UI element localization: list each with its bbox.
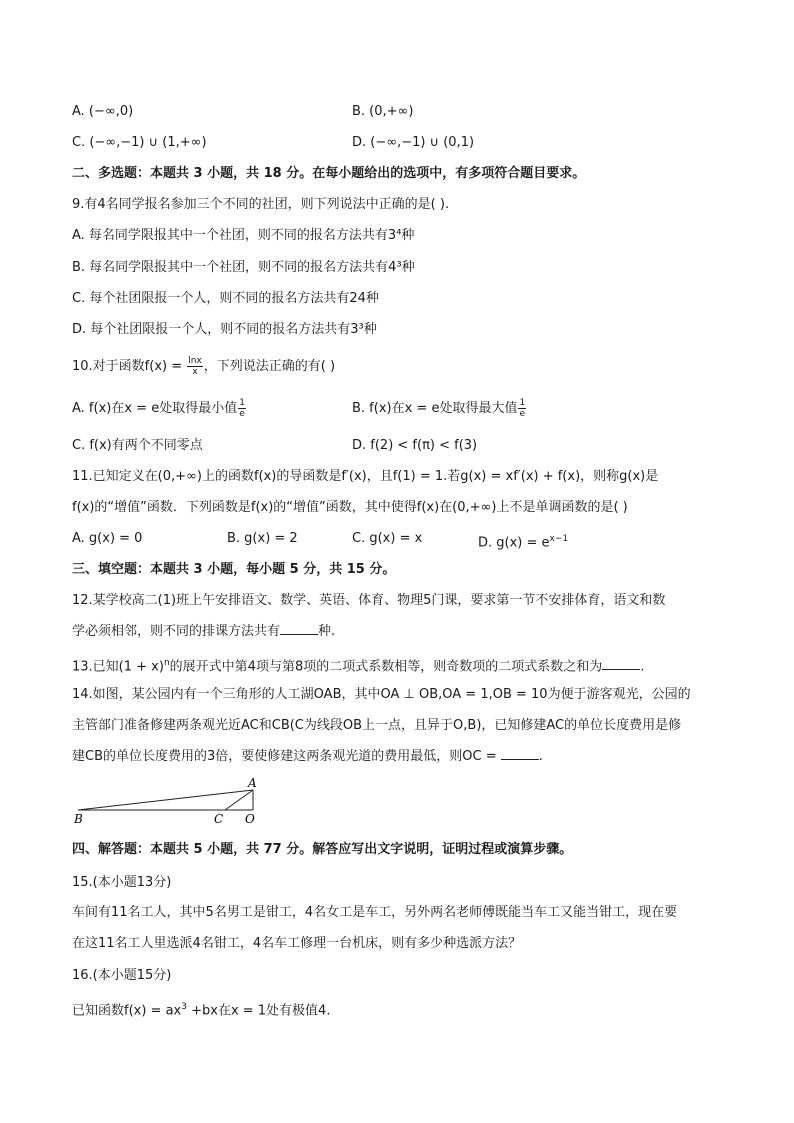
q11-option-c: C. g(x) = x [352, 531, 423, 546]
q16-line [72, 997, 330, 1021]
q14-line-2: 主管部门准备修建两条观光近AC和CB(C为线段OB上一点，且异于O,B)，已知修建AC的单位长度费用是修 [72, 718, 682, 733]
q10-stem-suffix: ，下列说法正确的有( ) [203, 359, 336, 374]
q10-stem-prefix: 10.对于函数f(x) = [72, 359, 187, 374]
q10-option-a [72, 398, 247, 419]
q11-option-b: B. g(x) = 2 [227, 531, 298, 546]
q14-line-3-text: 建CB的单位长度费用的3倍，要使修建这两条观光道的费用最低，则OC = [72, 749, 501, 764]
q9-option-a: A. 每名同学限报其中一个社团，则不同的报名方法共有3⁴种 [72, 228, 415, 243]
q10-option-d: D. f(2) < f(π) < f(3) [352, 438, 478, 453]
section-solution-heading: 四、解答题：本题共 5 小题，共 77 分。解答应写出文字说明，证明过程或演算步骤。 [72, 842, 573, 857]
fraction-numerator: 1 [519, 398, 526, 408]
q12-answer-blank[interactable] [280, 622, 318, 635]
q12-line-2 [72, 622, 335, 642]
q14-line-3 [72, 747, 543, 767]
q10-option-a-text: A. f(x)在x = e处取得最小值 [72, 401, 238, 416]
q14-line-3-suffix: . [538, 749, 543, 764]
q11-option-d-text: D. g(x) = e [478, 535, 550, 551]
q13-prefix: 13.已知(1 + x) [72, 659, 164, 675]
q13-line [72, 653, 644, 677]
q15-line-2: 在这11名工人里选派4名钳工，4名车工修理一台机床，则有多少种选派方法？ [72, 936, 522, 951]
q8-option-c: C. (−∞,−1) ∪ (1,+∞) [72, 135, 207, 150]
q9-option-c: C. 每个社团限报一个人，则不同的报名方法共有24种 [72, 291, 379, 306]
q9-option-b: B. 每名同学限报其中一个社团，则不同的报名方法共有4³种 [72, 260, 415, 275]
q15-heading: 15.(本小题13分) [72, 875, 172, 890]
q13-exponent: n [163, 658, 170, 668]
q16-heading: 16.(本小题15分) [72, 968, 172, 983]
q9-stem: 9.有4名同学报名参加三个不同的社团，则下列说法中正确的是( ). [72, 197, 450, 212]
label-o: O [245, 812, 255, 826]
fraction-denominator: e [239, 409, 245, 419]
q10-stem [72, 356, 335, 377]
q10-option-c: C. f(x)有两个不同零点 [72, 438, 203, 453]
q13-middle: 的展开式中第4项与第8项的二项式系数相等，则奇数项的二项式系数之和为 [169, 659, 603, 675]
q11-line-1: 11.已知定义在(0,+∞)上的函数f(x)的导函数是f′(x)，且f(1) = 1.若g(x) = xf′(x) + f(x)，则称g(x)是 [72, 469, 659, 484]
q11-line-2: f(x)的“增值”函数．下列函数是f(x)的“增值”函数，其中使得f(x)在(0,+∞)上不是单调函数的是( ) [72, 500, 628, 515]
q13-answer-blank[interactable] [602, 657, 640, 670]
fraction-numerator: 1 [239, 398, 245, 408]
q14-answer-blank[interactable] [501, 747, 539, 760]
section-fill-in-heading: 三、填空题：本题共 3 小题，每小题 5 分，共 15 分。 [72, 562, 396, 577]
q8-option-b: B. (0,+∞) [352, 104, 414, 119]
q10-fraction-denominator: x [192, 367, 198, 377]
q16-suffix: +bx在x = 1处有极值4. [186, 1003, 331, 1019]
q10-fraction-numerator: lnx [188, 356, 202, 366]
label-c: C [214, 812, 224, 826]
q10-option-b [352, 398, 527, 419]
segment-ab [78, 790, 253, 810]
q8-option-d: D. (−∞,−1) ∪ (0,1) [352, 135, 475, 150]
q12-line-2-suffix: 种. [318, 624, 336, 639]
q13-suffix: . [640, 659, 645, 675]
label-a: A [248, 776, 257, 790]
q16-exponent: 3 [181, 1002, 187, 1012]
q10-option-b-text: B. f(x)在x = e处取得最大值 [352, 401, 518, 416]
q8-option-a: A. (−∞,0) [72, 104, 134, 119]
triangle-lake-figure [70, 776, 270, 826]
fraction-denominator: e [519, 409, 526, 419]
q15-line-1: 车间有11名工人，其中5名男工是钳工，4名女工是车工，另外两名老师傅既能当车工又能当钳工，现在要 [72, 905, 678, 920]
q11-option-a: A. g(x) = 0 [72, 531, 143, 546]
label-b: B [74, 812, 83, 826]
q12-line-2-text: 学必须相邻，则不同的排课方法共有 [72, 624, 281, 639]
section-multiple-choice-heading: 二、多选题：本题共 3 小题，共 18 分。在每小题给出的选项中，有多项符合题目要求。 [72, 166, 586, 181]
q10-option-a-fraction [238, 398, 246, 419]
q10-fraction [187, 356, 203, 377]
q11-option-d-exponent: x−1 [549, 534, 569, 544]
q14-line-1: 14.如图，某公园内有一个三角形的人工湖OAB，其中OA ⊥ OB,OA = 1,OB = 10为便于游客观光，公园的 [72, 687, 691, 702]
q10-option-b-fraction [518, 398, 526, 419]
q11-option-d [478, 529, 568, 553]
q9-option-d: D. 每个社团限报一个人，则不同的报名方法共有3³种 [72, 322, 377, 337]
q16-prefix: 已知函数f(x) = ax [72, 1003, 182, 1019]
q12-line-1: 12.某学校高二(1)班上午安排语文、数学、英语、体育、物理5门课，要求第一节不安排体育，语文和数 [72, 593, 666, 608]
